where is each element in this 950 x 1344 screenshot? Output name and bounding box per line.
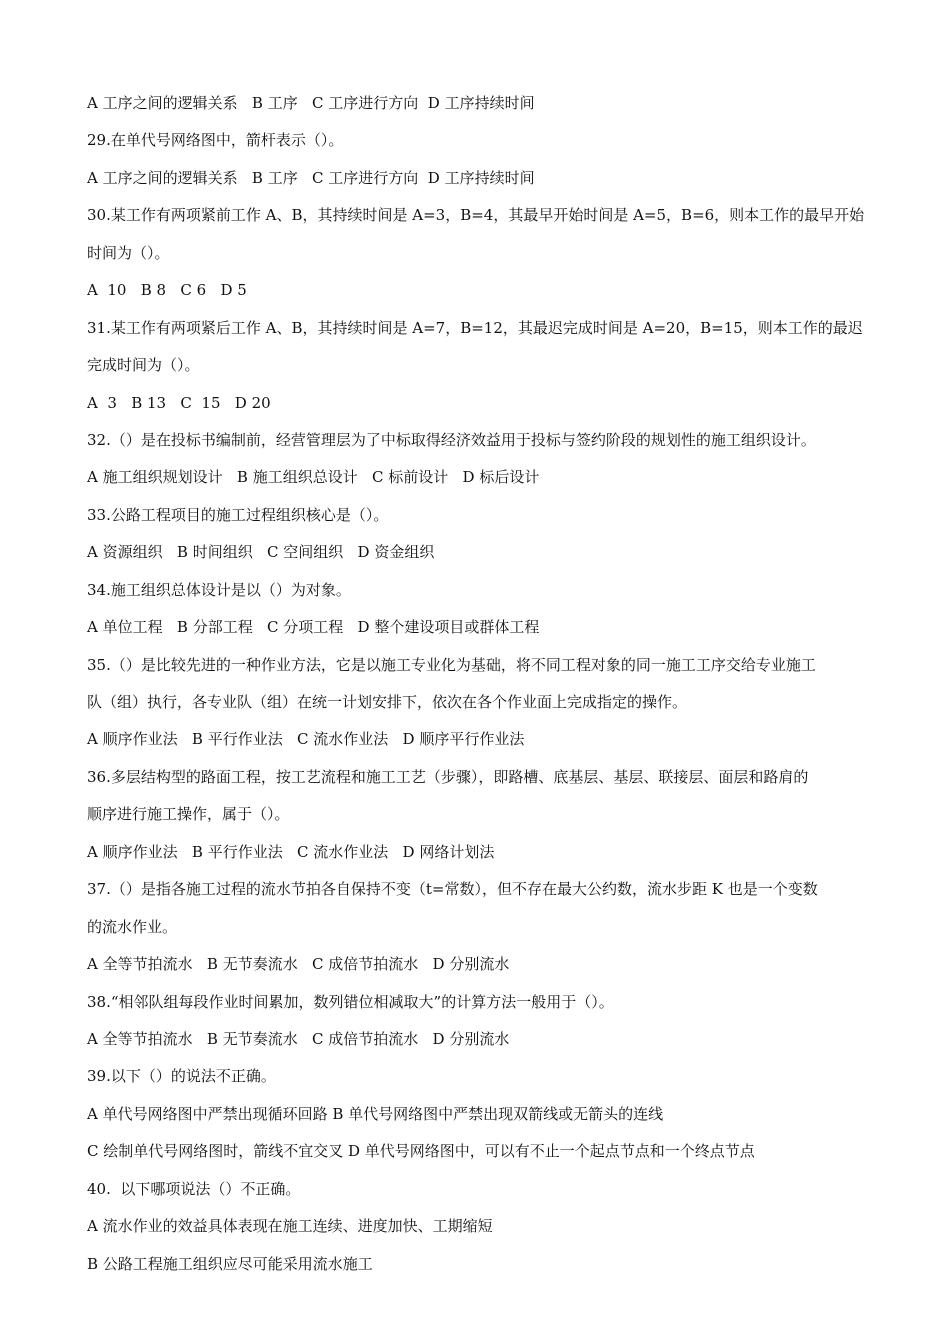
question-36-line-2: 顺序进行施工操作，属于（）。 xyxy=(87,805,290,824)
question-30-line-1: 30.某工作有两项紧前工作 A、B，其持续时间是 A=3，B=4，其最早开始时间是 A=5，B=6，则本工作的最早开始 xyxy=(87,206,865,225)
answer-options-36: A 顺序作业法 B 平行作业法 C 流水作业法 D 网络计划法 xyxy=(87,842,495,861)
question-30-line-2: 时间为（）。 xyxy=(87,243,170,262)
answer-options-28: A 工序之间的逻辑关系 B 工序 C 工序进行方向 D 工序持续时间 xyxy=(87,94,535,112)
question-31-line-2: 完成时间为（）。 xyxy=(87,356,200,375)
answer-options-32: A 施工组织规划设计 B 施工组织总设计 C 标前设计 D 标后设计 xyxy=(87,468,540,487)
question-37-line-2: 的流水作业。 xyxy=(87,917,178,936)
answer-option-40-b: B 公路工程施工组织应尽可能采用流水施工 xyxy=(87,1254,373,1273)
question-32: 32.（）是在投标书编制前，经营管理层为了中标取得经济效益用于投标与签约阶段的规划性的施工组织设计。 xyxy=(87,430,816,449)
question-29: 29.在单代号网络图中，箭杆表示（）。 xyxy=(87,131,344,150)
answer-options-31: A 3 B 13 C 15 D 20 xyxy=(87,393,271,412)
answer-options-34: A 单位工程 B 分部工程 C 分项工程 D 整个建设项目或群体工程 xyxy=(87,618,540,637)
question-38: 38.“相邻队组每段作业时间累加，数列错位相减取大”的计算方法一般用于（）。 xyxy=(87,992,614,1011)
question-39: 39.以下（）的说法不正确。 xyxy=(87,1067,276,1086)
question-35-line-1: 35.（）是比较先进的一种作业方法，它是以施工专业化为基础，将不同工程对象的同一施工工序交给专业施工 xyxy=(87,655,816,674)
question-36-line-1: 36.多层结构型的路面工程，按工艺流程和施工工艺（步骤），即路槽、底基层、基层、联接层、面层和路肩的 xyxy=(87,767,809,786)
question-34: 34.施工组织总体设计是以（）为对象。 xyxy=(87,580,351,599)
answer-options-39-cd: C 绘制单代号网络图时，箭线不宜交叉 D 单代号网络图中，可以有不止一个起点节点和一个终点节点 xyxy=(87,1142,755,1161)
question-33: 33.公路工程项目的施工过程组织核心是（）。 xyxy=(87,505,389,524)
answer-options-35: A 顺序作业法 B 平行作业法 C 流水作业法 D 顺序平行作业法 xyxy=(87,730,525,749)
question-35-line-2: 队（组）执行，各专业队（组）在统一计划安排下，依次在各个作业面上完成指定的操作。 xyxy=(87,693,688,711)
answer-options-29: A 工序之间的逻辑关系 B 工序 C 工序进行方向 D 工序持续时间 xyxy=(87,168,535,187)
question-31-line-1: 31.某工作有两项紧后工作 A、B，其持续时间是 A=7，B=12，其最迟完成时间是 A=20，B=15，则本工作的最迟 xyxy=(87,318,863,337)
document-page xyxy=(87,88,902,1286)
answer-options-30: A 10 B 8 C 6 D 5 xyxy=(87,281,247,300)
answer-options-38: A 全等节拍流水 B 无节奏流水 C 成倍节拍流水 D 分别流水 xyxy=(87,1029,510,1048)
question-37-line-1: 37.（）是指各施工过程的流水节拍各自保持不变（t=常数），但不存在最大公约数，流水步距 K 也是一个变数 xyxy=(87,880,818,899)
answer-options-37: A 全等节拍流水 B 无节奏流水 C 成倍节拍流水 D 分别流水 xyxy=(87,955,510,974)
answer-option-40-a: A 流水作业的效益具体表现在施工连续、进度加快、工期缩短 xyxy=(87,1217,493,1236)
answer-options-39-ab: A 单代号网络图中严禁出现循环回路 B 单代号网络图中严禁出现双箭线或无箭头的连线 xyxy=(87,1104,664,1123)
answer-options-33: A 资源组织 B 时间组织 C 空间组织 D 资金组织 xyxy=(87,543,435,562)
question-40: 40. 以下哪项说法（）不正确。 xyxy=(87,1179,301,1198)
